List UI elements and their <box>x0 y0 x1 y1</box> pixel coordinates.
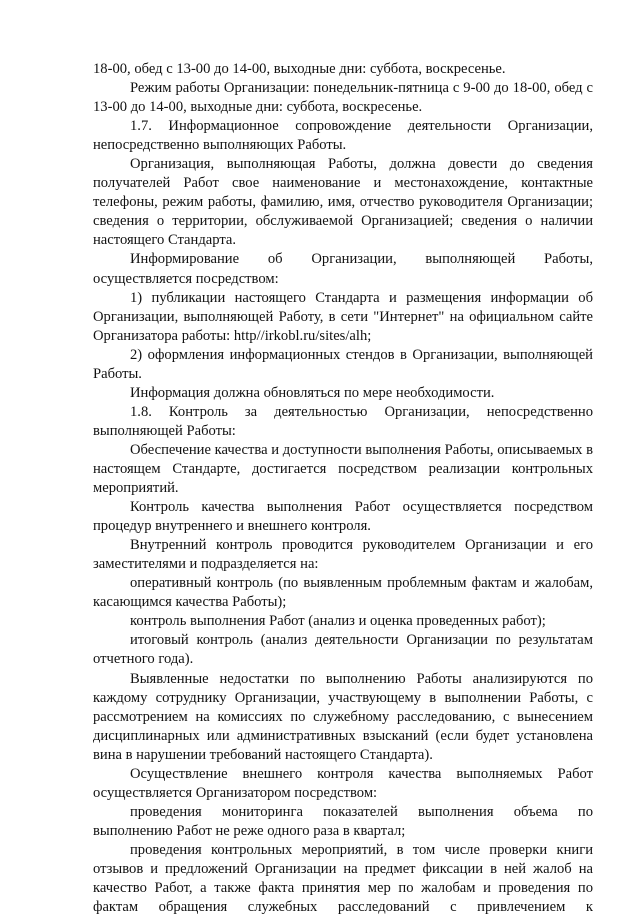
section-heading-1-7: 1.7. Информационное сопровождение деятельности Организации, непосредственно выполняющих Работы. <box>93 118 593 154</box>
list-item-operational-control: оперативный контроль (по выявленным проблемным фактам и жалобам, касающимся качества Работы); <box>93 575 593 611</box>
paragraph-update: Информация должна обновляться по мере необходимости. <box>130 384 495 401</box>
paragraph-external-control: Осуществление внешнего контроля качества выполняемых Работ осуществляется Организатором посредством: <box>93 765 593 801</box>
list-item-final-control: итоговый контроль (анализ деятельности Организации по результатам отчетного года). <box>93 632 593 668</box>
paragraph-deficiencies: Выявленные недостатки по выполнению Работы анализируются по каждому сотруднику Организации, участвующему в выполнении Работы, с рассмотрением на комиссиях по служебному расследованию, с вынесением дисциплинарных или административных взысканий (если будет установлена вина в нарушении требований настоящего Стандарта). <box>93 670 593 763</box>
list-item-control-measures: проведения контрольных мероприятий, в том числе проверки книги отзывов и предложений Организации на предмет фиксации в ней жалоб на качество Работ, а также факта принятия мер по жалобам и проведения по фактам обращения служебных расследований с привлечением к <box>93 841 593 916</box>
paragraph-organization-info: Организация, выполняющая Работы, должна довести до сведения получателей Работ свое наименование и местонахождение, контактные телефоны, режим работы, фамилию, имя, отчество руководителя Организации; сведения о территории, обслуживаемой Организацией; сведения о наличии настоящего Стандарта. <box>93 156 593 249</box>
paragraph-continuation: 18-00, обед с 13-00 до 14-00, выходные дни: суббота, воскресенье. <box>93 61 506 77</box>
paragraph-work-schedule: Режим работы Организации: понедельник-пятница с 9-00 до 18-00, обед с 13-00 до 14-00, выходные дни: суббота, воскресенье. <box>93 80 593 116</box>
document-page <box>93 60 593 917</box>
list-item-stands: 2) оформления информационных стендов в Организации, выполняющей Работы. <box>93 346 593 382</box>
list-item-publication: 1) публикации настоящего Стандарта и размещения информации об Организации, выполняющей Работу, в сети "Интернет" на официальном сайте Организатора работы: http//irkobl.ru/sites/alh; <box>93 289 593 344</box>
paragraph-internal-control: Внутренний контроль проводится руководителем Организации и его заместителями и подразделяется на: <box>93 537 593 573</box>
list-item-monitoring: проведения мониторинга показателей выполнения объема по выполнению Работ не реже одного раза в квартал; <box>93 803 593 839</box>
section-heading-1-8: 1.8. Контроль за деятельностью Организации, непосредственно выполняющей Работы: <box>93 403 593 439</box>
list-item-execution-control: контроль выполнения Работ (анализ и оценка проведенных работ); <box>130 613 546 630</box>
paragraph-quality-control: Контроль качества выполнения Работ осуществляется посредством процедур внутреннего и внешнего контроля. <box>93 499 593 535</box>
paragraph-informing: Информирование об Организации, выполняющей Работы, осуществляется посредством: <box>93 251 593 287</box>
paragraph-quality-assurance: Обеспечение качества и доступности выполнения Работы, описываемых в настоящем Стандарте, достигается посредством реализации контрольных мероприятий. <box>93 441 593 497</box>
